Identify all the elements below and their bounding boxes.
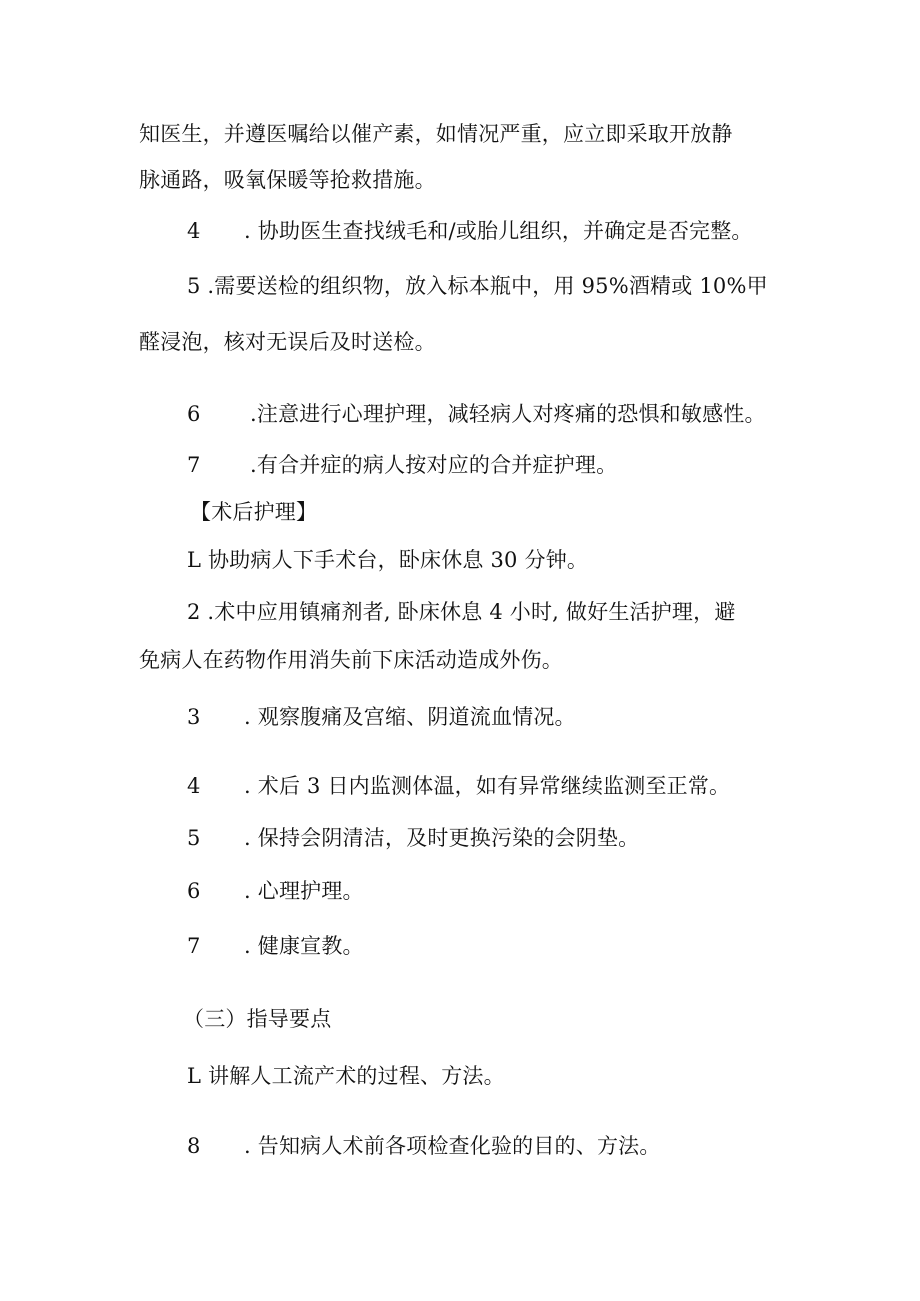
list-item-number: 6	[187, 402, 201, 426]
section-heading: （三）指导要点	[183, 1007, 332, 1031]
list-item-number: 7	[187, 934, 201, 958]
list-item-text: .有合并症的病人按对应的合并症护理。	[250, 453, 618, 477]
list-item-number: 7	[187, 453, 201, 477]
list-item-number: 8	[187, 1134, 201, 1158]
list-item-text: . 观察腹痛及宫缩、阴道流血情况。	[244, 705, 576, 729]
list-item-text: .注意进行心理护理，减轻病人对疼痛的恐惧和敏感性。	[250, 402, 766, 426]
list-item-text: . 告知病人术前各项检查化验的目的、方法。	[244, 1134, 661, 1158]
list-item-number: 4	[187, 774, 201, 798]
list-item-number: 4	[187, 219, 201, 243]
list-item-number: 6	[187, 879, 201, 903]
list-item-text: . 术后 3 日内监测体温，如有异常继续监测至正常。	[244, 774, 731, 798]
paragraph-line: 脉通路，吸氧保暖等抢救措施。	[139, 168, 436, 192]
list-item-text: . 协助医生查找绒毛和/或胎儿组织，并确定是否完整。	[244, 219, 753, 243]
list-item-text: L 协助病人下手术台，卧床休息 30 分钟。	[187, 548, 589, 572]
paragraph-line: 醛浸泡，核对无误后及时送检。	[139, 330, 436, 354]
list-item-text: 2 .术中应用镇痛剂者, 卧床休息 4 小时, 做好生活护理，避	[187, 600, 736, 624]
paragraph-line: 知医生，并遵医嘱给以催产素，如情况严重，应立即采取开放静	[139, 122, 733, 146]
list-item-text: . 心理护理。	[244, 879, 364, 903]
list-item-text: 5 .需要送检的组织物，放入标本瓶中，用 95%酒精或 10%甲	[187, 274, 768, 298]
list-item-number: 3	[187, 705, 201, 729]
section-heading: 【术后护理】	[190, 500, 318, 524]
list-item-text: L 讲解人工流产术的过程、方法。	[187, 1064, 505, 1088]
list-item-text: . 健康宣教。	[244, 934, 364, 958]
list-item-number: 5	[187, 826, 201, 850]
paragraph-line: 免病人在药物作用消失前下床活动造成外伤。	[139, 648, 563, 672]
list-item-text: . 保持会阴清洁，及时更换污染的会阴垫。	[244, 826, 640, 850]
